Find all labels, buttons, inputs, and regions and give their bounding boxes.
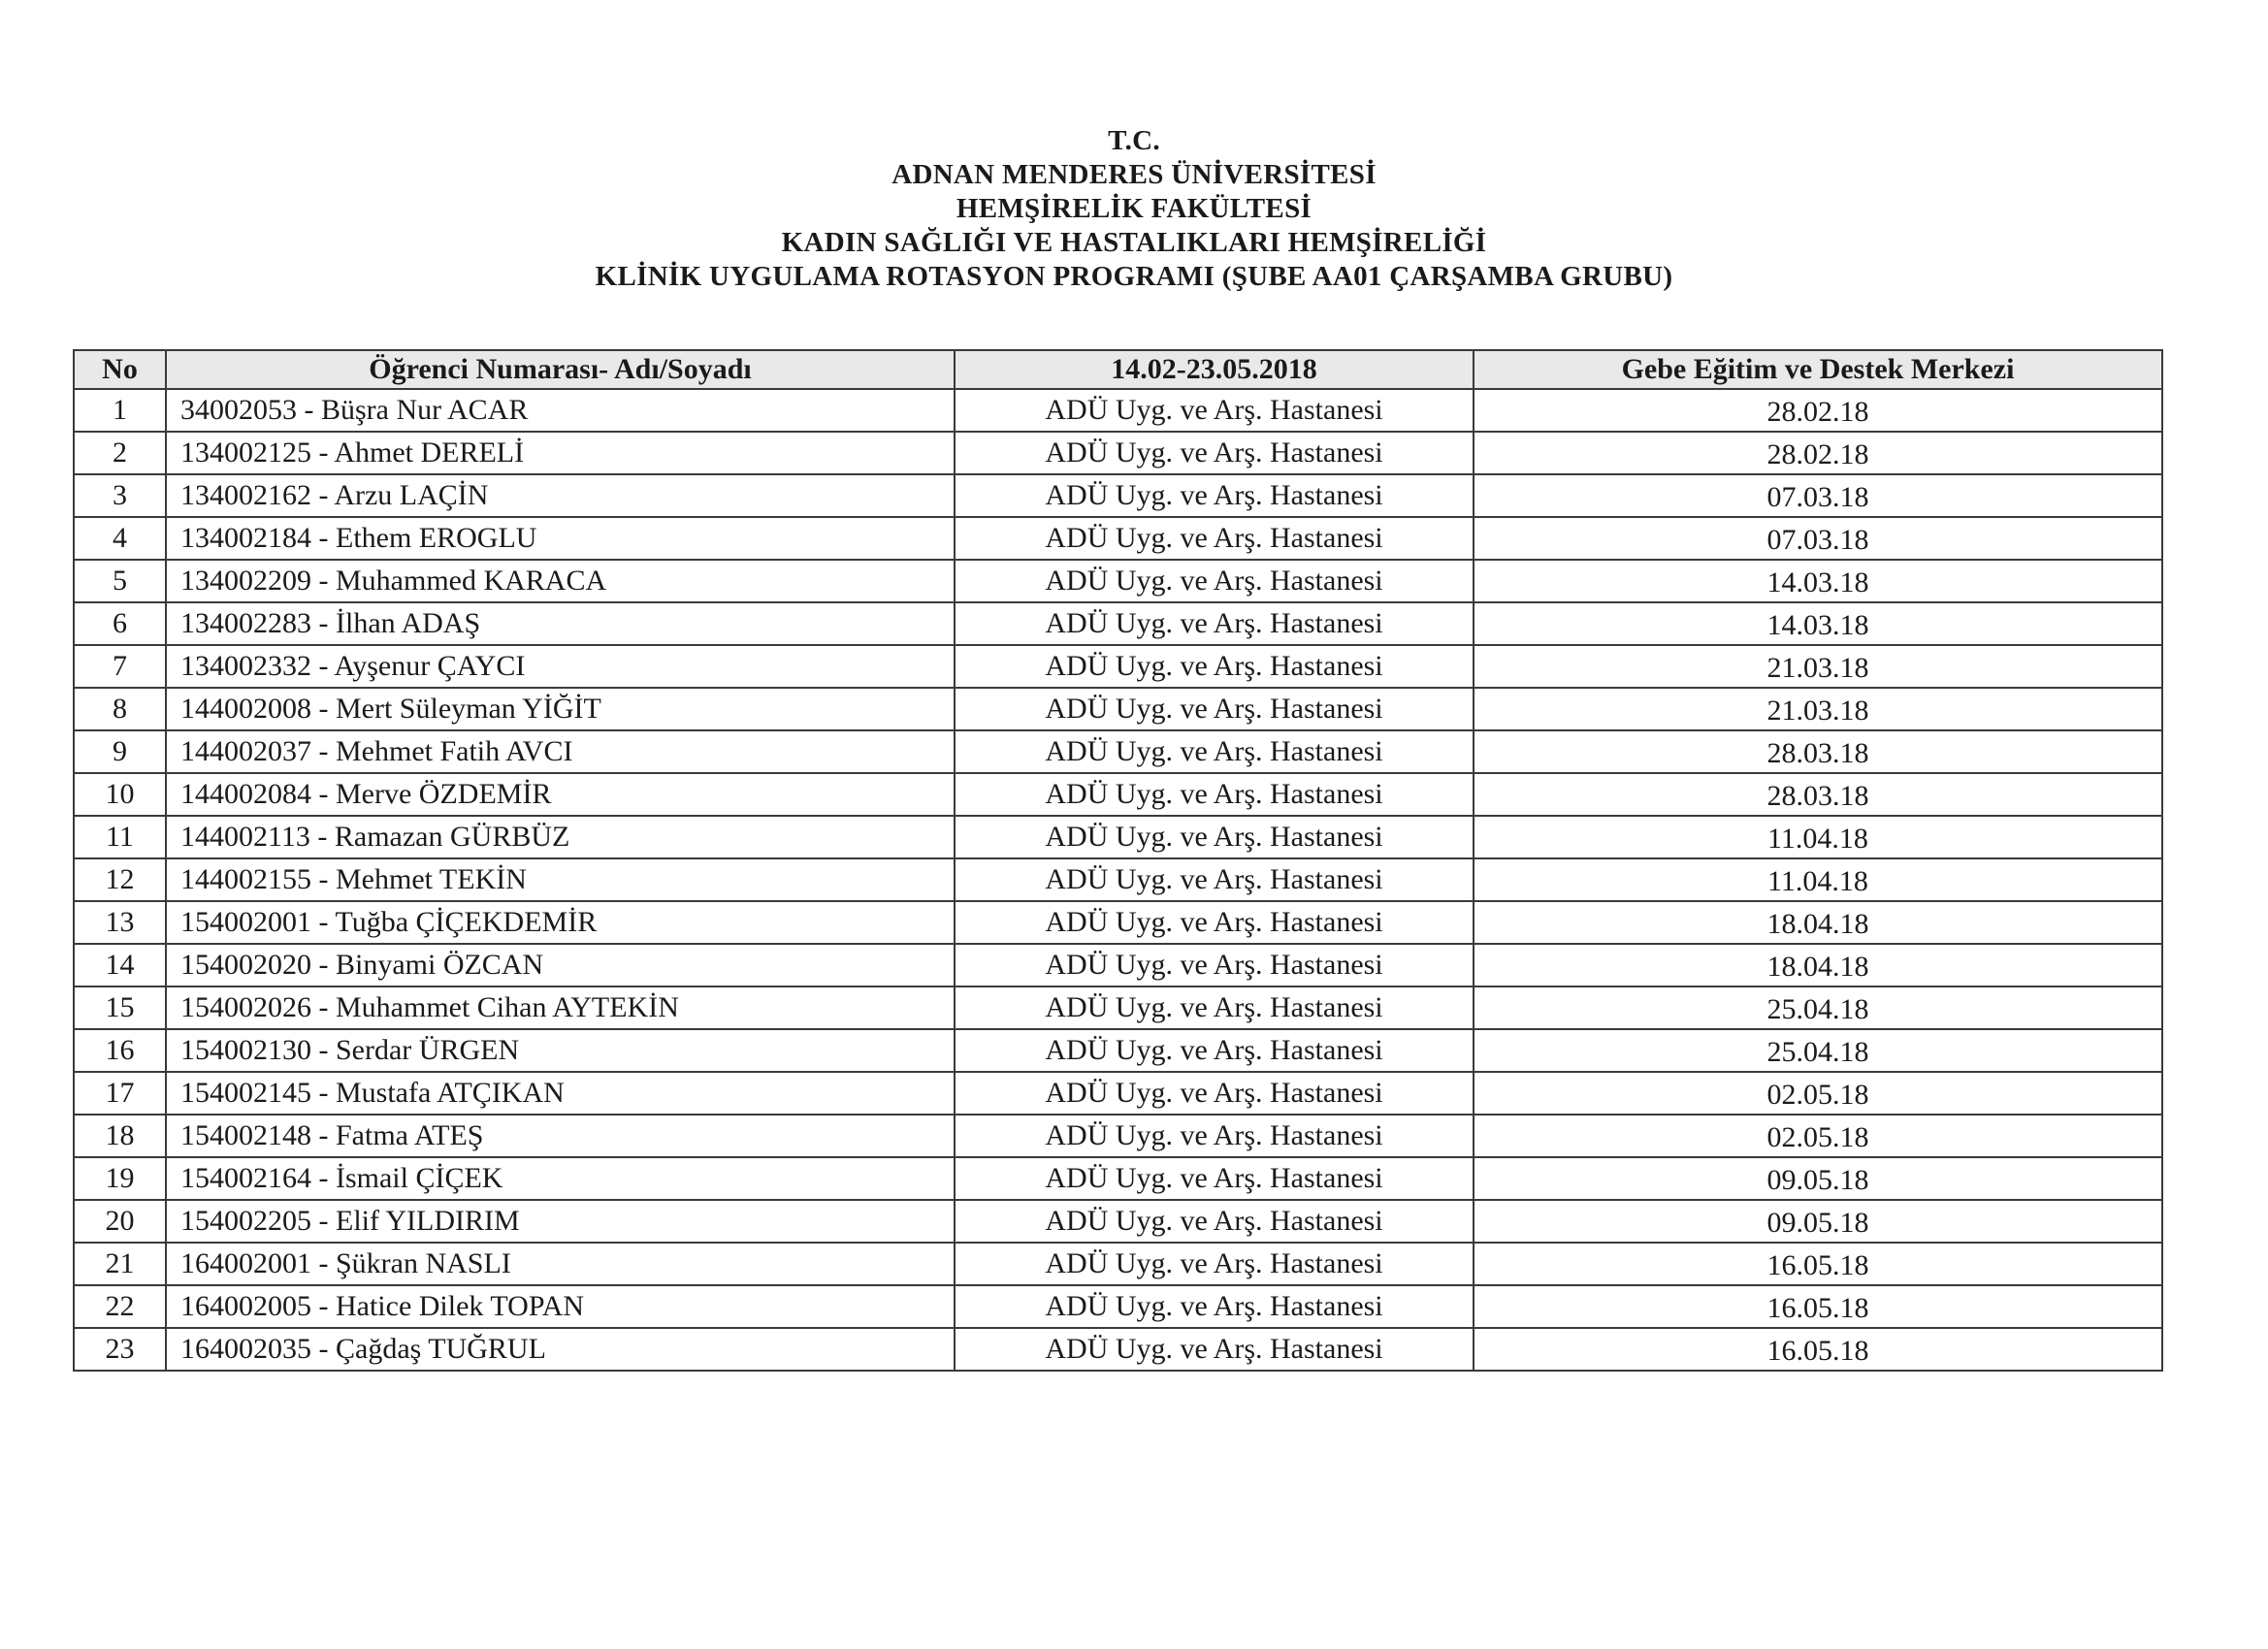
- table-row: [74, 389, 2162, 432]
- cell-site: ADÜ Uyg. ve Arş. Hastanesi: [955, 1200, 1474, 1243]
- cell-site: ADÜ Uyg. ve Arş. Hastanesi: [955, 1285, 1474, 1328]
- table-row: [74, 1115, 2162, 1157]
- cell-student: 164002001 - Şükran NASLI: [166, 1243, 955, 1285]
- cell-date: 11.04.18: [1474, 816, 2162, 858]
- table-row: [74, 858, 2162, 901]
- cell-date: 09.05.18: [1474, 1200, 2162, 1243]
- table-row: [74, 901, 2162, 944]
- cell-date: 18.04.18: [1474, 901, 2162, 944]
- table-row: [74, 432, 2162, 474]
- cell-site: ADÜ Uyg. ve Arş. Hastanesi: [955, 773, 1474, 816]
- header-program-title: KLİNİK UYGULAMA ROTASYON PROGRAMI (ŞUBE AA01 ÇARŞAMBA GRUBU): [595, 261, 1673, 292]
- cell-site: ADÜ Uyg. ve Arş. Hastanesi: [955, 1243, 1474, 1285]
- cell-site: ADÜ Uyg. ve Arş. Hastanesi: [955, 1072, 1474, 1115]
- table-row: [74, 560, 2162, 602]
- cell-student: 134002283 - İlhan ADAŞ: [166, 602, 955, 645]
- table-row: [74, 1243, 2162, 1285]
- cell-site: ADÜ Uyg. ve Arş. Hastanesi: [955, 517, 1474, 560]
- table-row: [74, 474, 2162, 517]
- cell-date: 14.03.18: [1474, 560, 2162, 602]
- cell-site: ADÜ Uyg. ve Arş. Hastanesi: [955, 688, 1474, 730]
- table-row: [74, 1285, 2162, 1328]
- cell-date: 28.02.18: [1474, 389, 2162, 432]
- cell-student: 154002145 - Mustafa ATÇIKAN: [166, 1072, 955, 1115]
- table-row: [74, 1200, 2162, 1243]
- document-header: [0, 124, 2268, 294]
- cell-date: 07.03.18: [1474, 517, 2162, 560]
- cell-student: 144002037 - Mehmet Fatih AVCI: [166, 730, 955, 773]
- table-row: [74, 1029, 2162, 1072]
- table-row: [74, 1328, 2162, 1371]
- cell-student: 134002162 - Arzu LAÇİN: [166, 474, 955, 517]
- column-header-student: Öğrenci Numarası- Adı/Soyadı: [166, 350, 955, 389]
- table-row: [74, 1072, 2162, 1115]
- table-row: [74, 816, 2162, 858]
- cell-site: ADÜ Uyg. ve Arş. Hastanesi: [955, 901, 1474, 944]
- cell-date: 02.05.18: [1474, 1072, 2162, 1115]
- cell-no: 2: [74, 432, 166, 474]
- cell-site: ADÜ Uyg. ve Arş. Hastanesi: [955, 432, 1474, 474]
- cell-date: 21.03.18: [1474, 688, 2162, 730]
- cell-site: ADÜ Uyg. ve Arş. Hastanesi: [955, 1157, 1474, 1200]
- cell-no: 23: [74, 1328, 166, 1371]
- table-row: [74, 773, 2162, 816]
- cell-no: 14: [74, 944, 166, 986]
- cell-site: ADÜ Uyg. ve Arş. Hastanesi: [955, 986, 1474, 1029]
- cell-student: 154002001 - Tuğba ÇİÇEKDEMİR: [166, 901, 955, 944]
- table-body: [74, 389, 2162, 1371]
- cell-student: 154002020 - Binyami ÖZCAN: [166, 944, 955, 986]
- table-row: [74, 517, 2162, 560]
- cell-no: 18: [74, 1115, 166, 1157]
- cell-site: ADÜ Uyg. ve Arş. Hastanesi: [955, 944, 1474, 986]
- cell-no: 9: [74, 730, 166, 773]
- rotation-table: [73, 349, 2163, 1372]
- cell-no: 11: [74, 816, 166, 858]
- cell-student: 144002084 - Merve ÖZDEMİR: [166, 773, 955, 816]
- cell-site: ADÜ Uyg. ve Arş. Hastanesi: [955, 389, 1474, 432]
- table-row: [74, 645, 2162, 688]
- cell-no: 7: [74, 645, 166, 688]
- cell-site: ADÜ Uyg. ve Arş. Hastanesi: [955, 1328, 1474, 1371]
- cell-date: 21.03.18: [1474, 645, 2162, 688]
- cell-no: 15: [74, 986, 166, 1029]
- column-header-period: 14.02-23.05.2018: [955, 350, 1474, 389]
- cell-site: ADÜ Uyg. ve Arş. Hastanesi: [955, 474, 1474, 517]
- cell-no: 19: [74, 1157, 166, 1200]
- cell-student: 144002008 - Mert Süleyman YİĞİT: [166, 688, 955, 730]
- cell-student: 164002005 - Hatice Dilek TOPAN: [166, 1285, 955, 1328]
- cell-site: ADÜ Uyg. ve Arş. Hastanesi: [955, 560, 1474, 602]
- cell-student: 154002205 - Elif YILDIRIM: [166, 1200, 955, 1243]
- table-row: [74, 730, 2162, 773]
- table-header-row: [74, 350, 2162, 389]
- cell-site: ADÜ Uyg. ve Arş. Hastanesi: [955, 816, 1474, 858]
- cell-no: 6: [74, 602, 166, 645]
- cell-no: 17: [74, 1072, 166, 1115]
- cell-date: 28.03.18: [1474, 773, 2162, 816]
- header-country: T.C.: [1108, 125, 1160, 156]
- cell-date: 16.05.18: [1474, 1328, 2162, 1371]
- cell-date: 07.03.18: [1474, 474, 2162, 517]
- cell-site: ADÜ Uyg. ve Arş. Hastanesi: [955, 602, 1474, 645]
- cell-student: 154002026 - Muhammet Cihan AYTEKİN: [166, 986, 955, 1029]
- cell-no: 12: [74, 858, 166, 901]
- header-department: KADIN SAĞLIĞI VE HASTALIKLARI HEMŞİRELİĞİ: [781, 227, 1487, 258]
- table-row: [74, 688, 2162, 730]
- cell-date: 25.04.18: [1474, 1029, 2162, 1072]
- cell-date: 11.04.18: [1474, 858, 2162, 901]
- cell-no: 20: [74, 1200, 166, 1243]
- cell-date: 14.03.18: [1474, 602, 2162, 645]
- cell-student: 34002053 - Büşra Nur ACAR: [166, 389, 955, 432]
- cell-no: 1: [74, 389, 166, 432]
- cell-no: 22: [74, 1285, 166, 1328]
- cell-date: 25.04.18: [1474, 986, 2162, 1029]
- header-faculty: HEMŞİRELİK FAKÜLTESİ: [956, 193, 1312, 224]
- table-row: [74, 986, 2162, 1029]
- cell-student: 144002113 - Ramazan GÜRBÜZ: [166, 816, 955, 858]
- table-row: [74, 602, 2162, 645]
- cell-date: 28.03.18: [1474, 730, 2162, 773]
- cell-date: 16.05.18: [1474, 1243, 2162, 1285]
- table-row: [74, 1157, 2162, 1200]
- cell-no: 8: [74, 688, 166, 730]
- cell-date: 02.05.18: [1474, 1115, 2162, 1157]
- cell-date: 09.05.18: [1474, 1157, 2162, 1200]
- cell-no: 21: [74, 1243, 166, 1285]
- cell-student: 134002209 - Muhammed KARACA: [166, 560, 955, 602]
- cell-student: 164002035 - Çağdaş TUĞRUL: [166, 1328, 955, 1371]
- header-university: ADNAN MENDERES ÜNİVERSİTESİ: [891, 159, 1377, 190]
- cell-student: 154002164 - İsmail ÇİÇEK: [166, 1157, 955, 1200]
- column-header-no: No: [74, 350, 166, 389]
- cell-site: ADÜ Uyg. ve Arş. Hastanesi: [955, 858, 1474, 901]
- cell-no: 10: [74, 773, 166, 816]
- cell-site: ADÜ Uyg. ve Arş. Hastanesi: [955, 1115, 1474, 1157]
- cell-no: 4: [74, 517, 166, 560]
- cell-site: ADÜ Uyg. ve Arş. Hastanesi: [955, 730, 1474, 773]
- cell-date: 16.05.18: [1474, 1285, 2162, 1328]
- cell-no: 3: [74, 474, 166, 517]
- cell-site: ADÜ Uyg. ve Arş. Hastanesi: [955, 645, 1474, 688]
- cell-no: 13: [74, 901, 166, 944]
- cell-student: 154002148 - Fatma ATEŞ: [166, 1115, 955, 1157]
- table-row: [74, 944, 2162, 986]
- cell-no: 16: [74, 1029, 166, 1072]
- cell-student: 134002184 - Ethem EROGLU: [166, 517, 955, 560]
- cell-student: 154002130 - Serdar ÜRGEN: [166, 1029, 955, 1072]
- cell-date: 28.02.18: [1474, 432, 2162, 474]
- cell-student: 134002125 - Ahmet DERELİ: [166, 432, 955, 474]
- cell-student: 134002332 - Ayşenur ÇAYCI: [166, 645, 955, 688]
- cell-no: 5: [74, 560, 166, 602]
- cell-site: ADÜ Uyg. ve Arş. Hastanesi: [955, 1029, 1474, 1072]
- cell-student: 144002155 - Mehmet TEKİN: [166, 858, 955, 901]
- cell-date: 18.04.18: [1474, 944, 2162, 986]
- column-header-center: Gebe Eğitim ve Destek Merkezi: [1474, 350, 2162, 389]
